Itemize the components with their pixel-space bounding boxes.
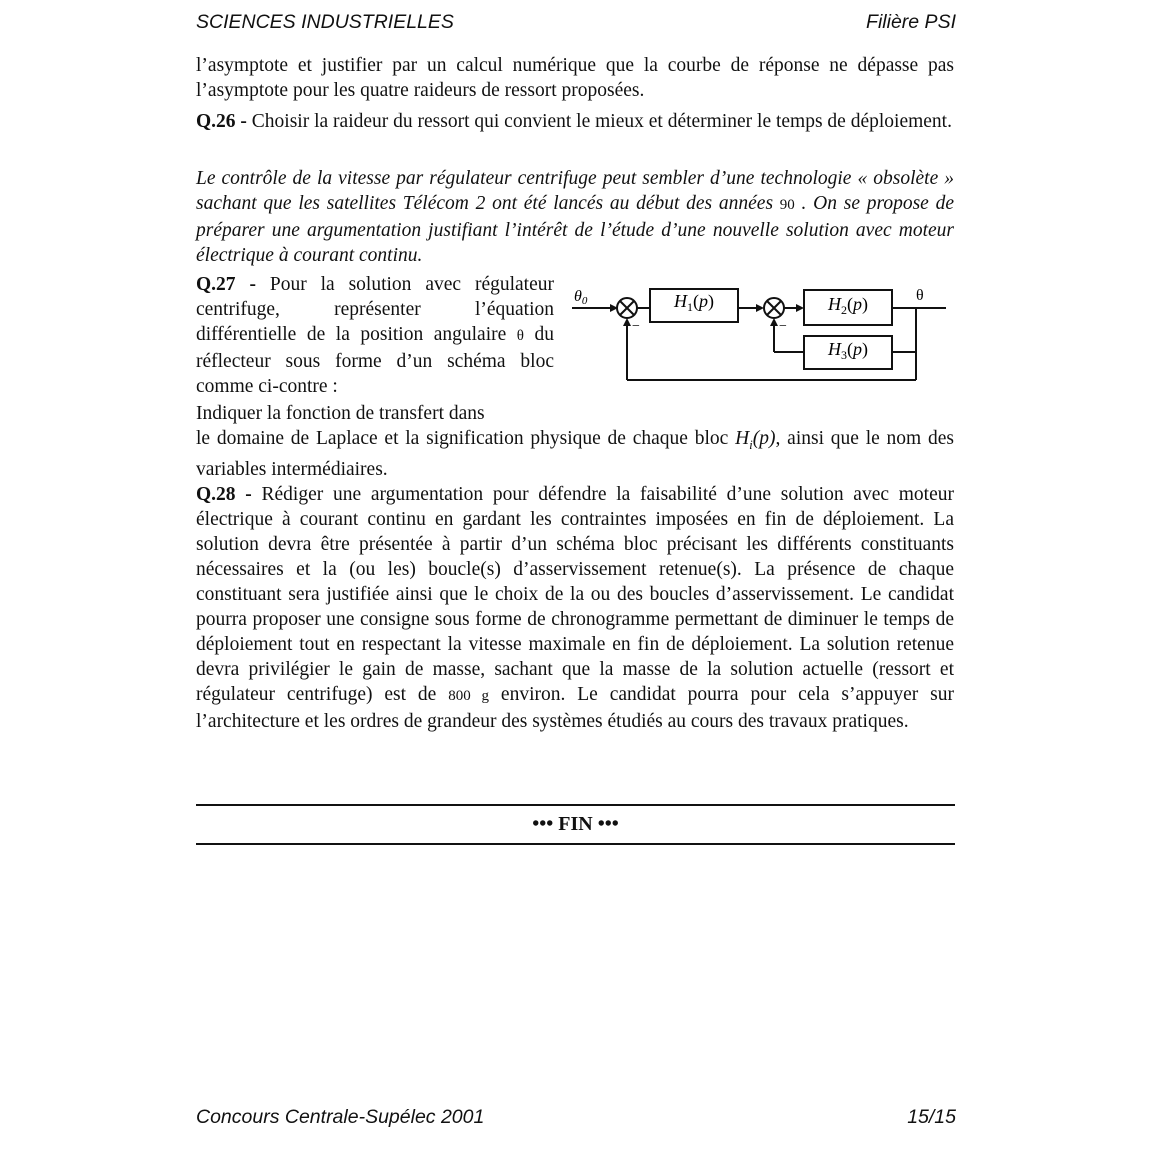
footer-page-number: 15/15	[907, 1106, 956, 1128]
block-h1-label: $H_1(p)$	[674, 291, 714, 314]
context-decade: 90	[779, 197, 795, 213]
arrow-to-sum1-feedback	[623, 318, 631, 326]
summing-junction-1	[617, 298, 637, 318]
question-28-text-b: environ. Le candidat pourra pour cela s’appuyer sur l’architecture et les ordres de grandeur des systèmes étudiés au cours des travaux pratiques.	[196, 684, 955, 732]
question-26	[196, 109, 954, 134]
question-27-hi: $H_i(p)$	[735, 428, 776, 452]
question-28-text-a: Rédiger une argumentation pour défendre la faisabilité d’une solution avec moteur électrique à courant continu en gardant les contraintes imposées en fin de déploiement. La solution devra être présentée à partir d’un schéma bloc précisant les différents constituants nécessaires et la (ou les) boucle(s) d’asservissement retenue(s). La présence de chaque constituant sera justifiée ainsi que le choix de la ou des boucles d’asservissement. Le candidat pourra proposer une consigne sous forme de chronogramme permettant de diminuer le temps de déploiement tout en respectant la vitesse maximale en fin de déploiement. La solution retenue devra privilégier le gain de masse, sachant que la masse de la solution actuelle (ressort et régulateur centrifuge) est de	[196, 484, 954, 705]
context-text-b: . On se propose de préparer une argumentation justifiant l’intérêt de l’étude d’une nouvelle solution avec moteur électrique à courant continu.	[196, 193, 954, 266]
page-header	[196, 11, 956, 34]
question-27-text-b: du réflecteur sous forme d’un schéma bloc comme ci-contre :	[196, 324, 555, 397]
question-28	[196, 482, 954, 734]
question-27	[196, 272, 554, 399]
sum2-minus-sign: −	[779, 319, 787, 334]
top-rule	[196, 804, 955, 806]
question-27-text-a: Pour la solution avec régulateur centrifuge, représenter l’équation différentielle de la position angulaire	[196, 274, 554, 345]
question-26-text: Choisir la raideur du ressort qui convient le mieux et déterminer le temps de déploiement.	[246, 111, 952, 132]
arrow-to-sum2-feedback	[770, 318, 778, 326]
sum1-minus-sign: −	[632, 319, 640, 334]
block-diagram	[566, 280, 952, 390]
block-h2-label: $H_2(p)$	[828, 294, 868, 317]
page-footer	[196, 1106, 956, 1129]
question-27-line2: Indiquer la fonction de transfert dans	[196, 403, 485, 424]
header-subject: SCIENCES INDUSTRIELLES	[196, 11, 454, 33]
question-27-continued	[196, 401, 954, 426]
paragraph-context	[196, 166, 954, 268]
paragraph-asymptote-text: l’asymptote et justifier par un calcul numérique que la courbe de réponse ne dépasse pas l’asymptote pour les quatre raideurs de ressort proposées.	[196, 55, 954, 101]
end-marker: ••• FIN •••	[532, 813, 619, 835]
paragraph-asymptote	[196, 53, 954, 103]
question-28-mass: 800 g	[448, 688, 490, 704]
question-26-label: Q.26 -	[196, 111, 247, 132]
footer-contest: Concours Centrale-Supélec 2001	[196, 1106, 485, 1128]
question-27-line3-b: , ainsi que le nom des variables intermédiaires.	[196, 428, 954, 480]
diagram-output-label: θ	[916, 287, 924, 304]
header-track: Filière PSI	[866, 11, 956, 33]
question-27-theta: θ	[516, 328, 524, 344]
context-text-a: Le contrôle de la vitesse par régulateur centrifuge peut sembler d’une technologie « obsolète » sachant que les satellites Télécom 2 ont été lancés au début des années	[196, 168, 954, 214]
question-27-label: Q.27 -	[196, 274, 256, 295]
bottom-rule	[196, 843, 955, 845]
question-27-line3-a: le domaine de Laplace et la signification physique de chaque bloc	[196, 428, 736, 449]
arrow-to-h2	[796, 304, 804, 312]
question-27-continued-2	[196, 426, 954, 482]
question-28-label: Q.28 -	[196, 484, 252, 505]
diagram-input-label: θ0	[574, 288, 588, 307]
arrow-to-sum2	[756, 304, 764, 312]
summing-junction-2	[764, 298, 784, 318]
block-h3-label: $H_3(p)$	[828, 339, 868, 362]
